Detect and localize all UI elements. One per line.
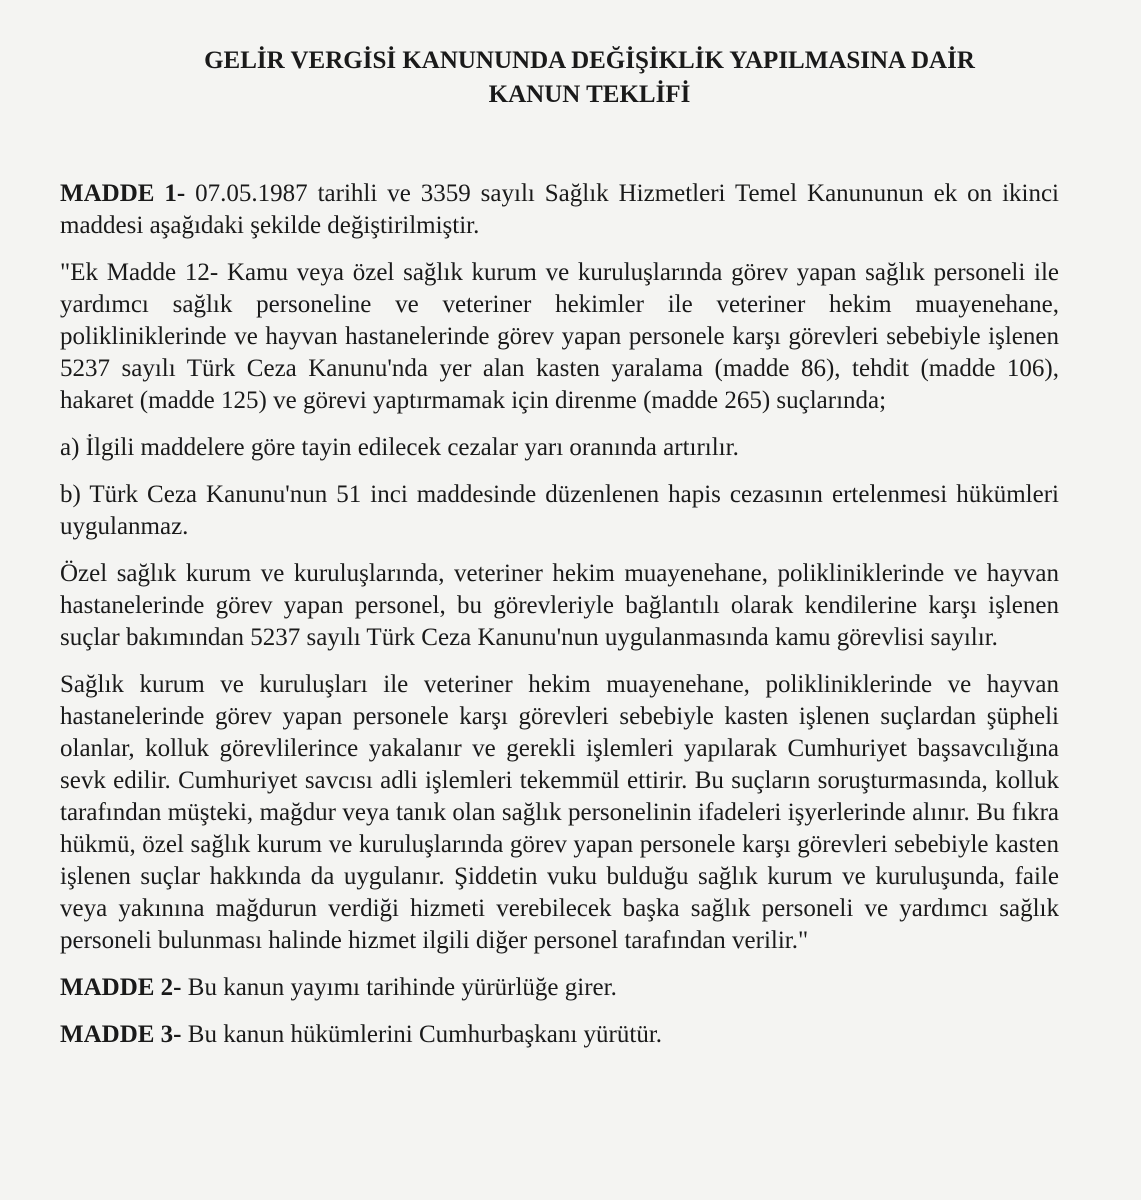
madde-1-text: 07.05.1987 tarihli ve 3359 sayılı Sağlık Hizmetleri Temel Kanununun ek on ikinci maddesi aşağıdaki şekilde değiştirilmiştir. <box>60 180 1060 239</box>
madde-2-label: MADDE 2- <box>60 974 182 1001</box>
madde-3-label: MADDE 3- <box>60 1021 182 1048</box>
title-line-2: KANUN TEKLİFİ <box>488 81 691 108</box>
ek-madde-item-b: b) Türk Ceza Kanunu'nun 51 inci maddesinde düzenlenen hapis cezasının ertelenmesi hükümleri uygulanmaz. <box>60 481 1059 540</box>
document-title <box>60 44 1059 112</box>
ek-madde-paragraph-3: Sağlık kurum ve kuruluşları ile veteriner hekim muayenehane, polikliniklerinde ve hayvan hastanelerinde görev yapan personele karşı görevleri sebebiyle kasten işlenen suçlardan şüpheli olanlar, kolluk görevlilerince yakalanır ve gerekli işlemleri yapılarak Cumhuriyet başsavcılığına sevk edilir. Cumhuriyet savcısı adli işlemleri tekemmül ettirir. Bu suçların soruşturmasında, kolluk tarafından müşteki, mağdur veya tanık olan sağlık personelinin ifadeleri işyerlerinde alınır. Bu fıkra hükmü, özel sağlık kurum ve kuruluşlarında görev yapan personele karşı görevleri sebebiyle kasten işlenen suçlar hakkında da uygulanır. Şiddetin vuku bulduğu sağlık kurum ve kuruluşunda, faile veya yakınına mağdurun verdiği hizmeti verebilecek başka sağlık personeli ve yardımcı sağlık personeli bulunması halinde hizmet ilgili diğer personel tarafından verilir." <box>60 671 1059 954</box>
madde-3 <box>60 1019 1059 1051</box>
madde-1-label: MADDE 1- <box>60 180 186 207</box>
ek-madde-intro: "Ek Madde 12- Kamu veya özel sağlık kurum ve kuruluşlarında görev yapan sağlık personeli ile yardımcı sağlık personeline ve veteriner hekimler ile veteriner hekim muayenehane, polikliniklerinde ve hayvan hastanelerinde görev yapan personele karşı görevleri sebebiyle işlenen 5237 sayılı Türk Ceza Kanunu'nda yer alan kasten yaralama (madde 86), tehdit (madde 106), hakaret (madde 125) ve görevi yaptırmamak için direnme (madde 265) suçlarında; <box>60 259 1059 414</box>
madde-2-text: Bu kanun yayımı tarihinde yürürlüğe girer. <box>187 974 617 1001</box>
madde-1 <box>60 178 1059 242</box>
madde-3-text: Bu kanun hükümlerini Cumhurbaşkanı yürütür. <box>187 1021 663 1048</box>
ek-madde-paragraph-2: Özel sağlık kurum ve kuruluşlarında, veteriner hekim muayenehane, polikliniklerinde ve hayvan hastanelerinde görev yapan personel, bu görevleriyle bağlantılı olarak kendilerine karşı işlenen suçlar bakımından 5237 sayılı Türk Ceza Kanunu'nun uygulanmasında kamu görevlisi sayılır. <box>60 560 1059 651</box>
ek-madde-item-a: a) İlgili maddelere göre tayin edilecek cezalar yarı oranında artırılır. <box>60 434 739 461</box>
madde-2 <box>60 972 1059 1004</box>
ek-madde-12 <box>60 257 1059 957</box>
title-line-1: GELİR VERGİSİ KANUNUNDA DEĞİŞİKLİK YAPILMASINA DAİR <box>204 47 975 74</box>
